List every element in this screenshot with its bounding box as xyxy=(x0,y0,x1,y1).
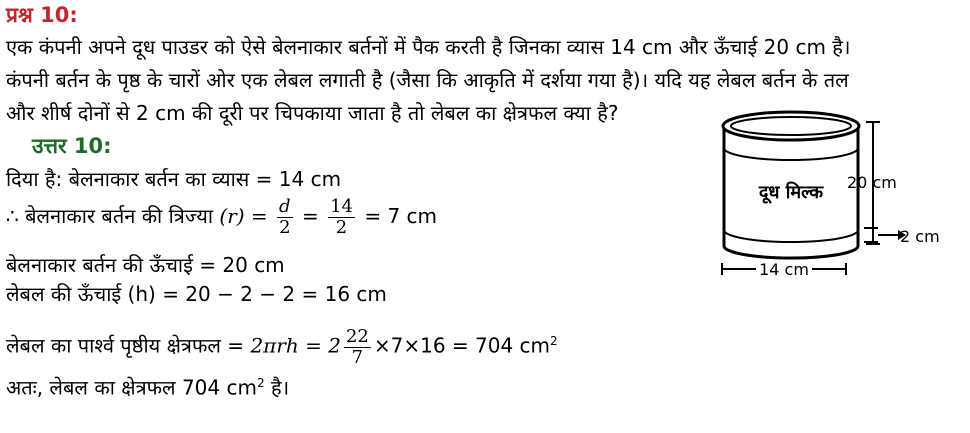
label-height: लेबल की ऊँचाई (h) = 20 − 2 − 2 = 16 cm xyxy=(6,282,387,306)
radius-frac-den: 2 xyxy=(279,217,291,238)
height-label: 20 cm xyxy=(847,173,897,192)
radius-eq: = xyxy=(301,204,319,228)
conclusion-sup: 2 xyxy=(256,376,265,390)
question-title: प्रश्न 10: xyxy=(6,3,78,27)
label-bottom-edge xyxy=(724,230,858,242)
radius-frac2-num: 14 xyxy=(330,196,353,217)
label-top-edge xyxy=(724,148,858,160)
conclusion xyxy=(6,370,289,401)
radius-fraction-2 xyxy=(328,197,355,238)
radius-fraction xyxy=(277,197,293,238)
given-diameter: दिया है: बेलनाकार बर्तन का व्यास = 14 cm xyxy=(6,167,342,191)
radius-frac-num: d xyxy=(279,196,291,217)
diameter-label: 14 cm xyxy=(759,260,809,279)
area-fraction xyxy=(344,327,371,368)
area-frac-den: 7 xyxy=(351,346,364,368)
area-frac-num: 22 xyxy=(345,325,369,347)
area-line xyxy=(6,318,558,369)
radius-prefix: ∴ बेलनाकार बर्तन की त्रिज्या xyxy=(6,204,214,228)
cylinder-figure xyxy=(712,104,962,284)
question-line-1: एक कंपनी अपने दूध पाउडर को ऐसे बेलनाकार बर्तनों में पैक करती है जिनका व्यास 14 cm और ऊँचाई 20 cm है। xyxy=(6,35,851,59)
question-line-2: कंपनी बर्तन के पृष्ठ के चारों ओर एक लेबल लगाती है (जैसा कि आकृति में दर्शया गया है)। यदि यह लेबल बर्तन के तल xyxy=(6,68,849,92)
answer-title: उत्तर 10: xyxy=(32,134,112,158)
area-formula: 2πrh = 2 xyxy=(250,333,341,358)
area-tail: ×7×16 = 704 cm xyxy=(373,333,551,358)
area-sup: 2 xyxy=(550,334,558,348)
conclusion-text: अतः, लेबल का क्षेत्रफल 704 cm xyxy=(6,375,257,400)
conclusion-end: है। xyxy=(264,375,290,400)
question-line-3: और शीर्ष दोनों से 2 cm की दूरी पर चिपकाया जाता है तो लेबल का क्षेत्रफल क्या है? xyxy=(6,101,619,125)
cylinder-height: बेलनाकार बर्तन की ऊँचाई = 20 cm xyxy=(6,253,285,277)
label-text: दूध मिल्क xyxy=(758,182,824,203)
gap-label: 2 cm xyxy=(900,227,940,246)
radius-frac2-den: 2 xyxy=(335,217,348,238)
cylinder-top-inner xyxy=(731,117,851,135)
radius-result: = 7 cm xyxy=(364,204,438,228)
radius-line xyxy=(6,193,437,239)
radius-symbol: (r) = xyxy=(219,204,268,228)
area-prefix: लेबल का पार्श्व पृष्ठीय क्षेत्रफल = xyxy=(6,333,245,358)
